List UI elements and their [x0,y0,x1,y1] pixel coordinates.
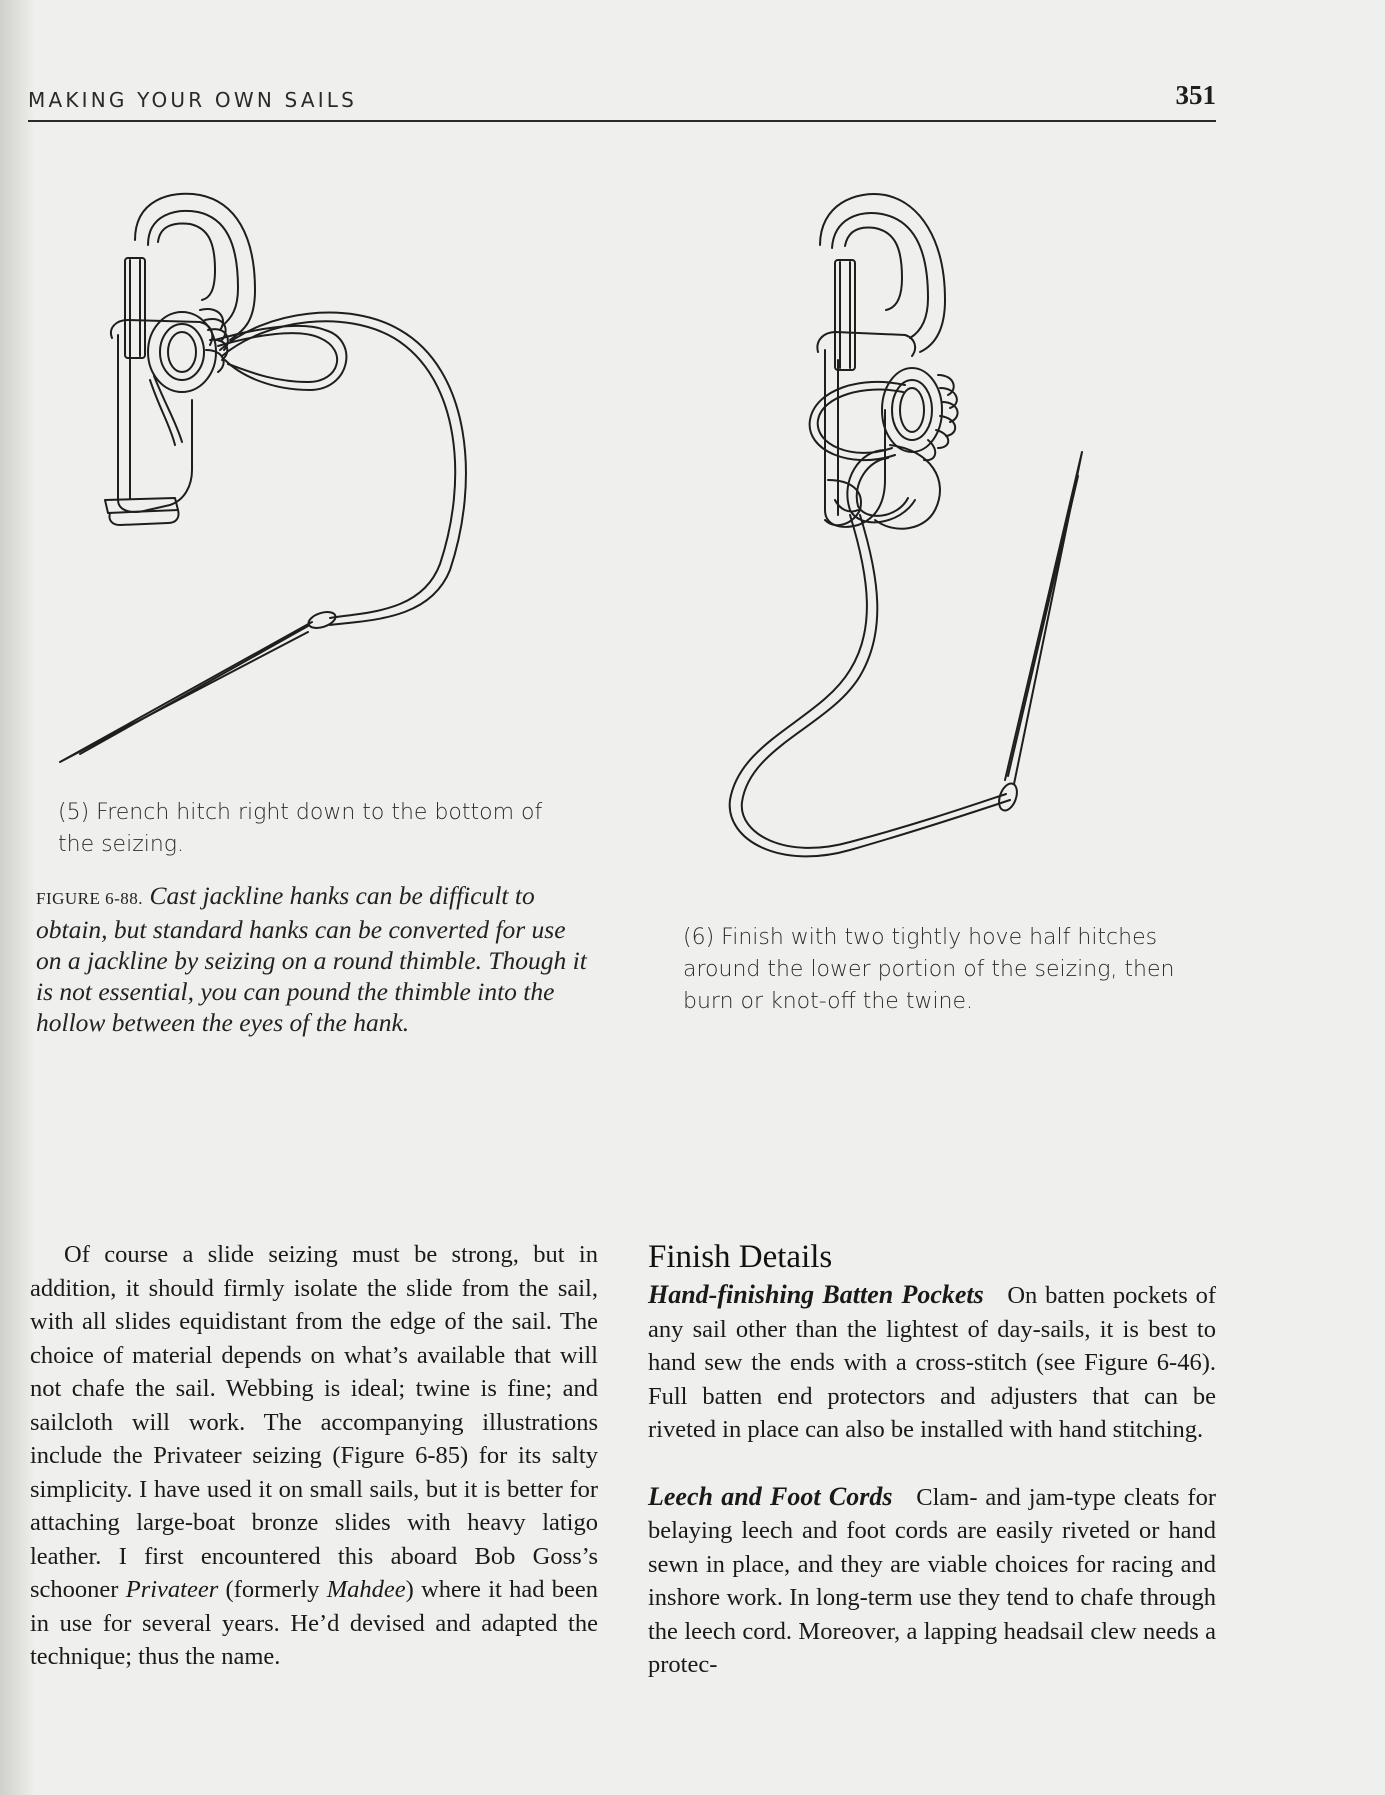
paragraph-text: Of course a slide seizing must be strong, but in addition, it should firmly isolate the slide from the sail, with all slides equidistant from the edge of the sail. The choice of material depends on what’s available that will not chafe the sail. Webbing is ideal; twine is fine; and sailcloth will work. The accompanying illustrations include the Privateer seizing (Figure 6-85) for its salty simplicity. I have used it on small sails, but it is better for attaching large-boat bronze slides with heavy latigo leather. I first encountered this aboard Bob Goss’s schooner [30,1241,598,1603]
running-head: MAKING YOUR OWN SAILS [28,88,358,112]
right-column [648,1238,1216,1682]
illustration-step-5 [50,180,610,780]
figure-number: FIGURE 6-88. [36,889,144,908]
subsection-heading: Hand-finishing Batten Pockets [648,1280,984,1309]
vessel-name: Privateer [125,1576,219,1603]
subsection-text: On batten pockets of any sail other than the lightest of day-sails, it is best to hand sew the ends with a cross-stitch (see Figure 6-46). Full batten end protectors and adjusters that can be riveted in place can also be installed with hand stitching. [648,1282,1217,1443]
body-paragraph [30,1238,598,1674]
paragraph-text: ) where it had been in use for several years. He’d devised and adapted the technique; thus the name. [30,1576,598,1670]
step-5-caption: (5) French hitch right down to the bottom of the seizing. [58,800,543,857]
vessel-former-name: Mahdee [326,1576,406,1603]
subsection-leech-foot-cords [648,1480,1216,1682]
hank-needle-drawing-5 [50,180,610,780]
figure-caption-text: Cast jackline hanks can be difficult to obtain, but standard hanks can be converted for use on a jackline by seizing on a round thimble. Though it is not essential, you can pound the thimble into the hollow between the eyes of the hank. [36,881,587,1037]
paragraph-text: (formerly [225,1576,320,1603]
page-number: 351 [1175,80,1216,110]
figure-caption [36,880,596,1038]
section-title: Finish Details [648,1239,833,1275]
subsection-text: Clam- and jam-type cleats for belaying leech and foot cords are easily riveted or hand sewn in place, and they are viable choices for racing and inshore work. In long-term use they tend to chafe through the leech cord. Moreover, a lapping headsail clew needs a protec- [648,1483,1217,1678]
page-gutter-shadow [0,0,34,1795]
step-6-caption: (6) Finish with two tightly hove half hitches around the lower portion of the seizing, then burn or knot-off the twine. [683,925,1175,1014]
illustration-step-6 [700,180,1160,890]
hank-needle-drawing-6 [700,180,1160,890]
subsection-batten-pockets [648,1278,1216,1447]
page-header [28,80,1216,122]
subsection-heading: Leech and Foot Cords [648,1481,893,1511]
left-column [30,1238,598,1674]
